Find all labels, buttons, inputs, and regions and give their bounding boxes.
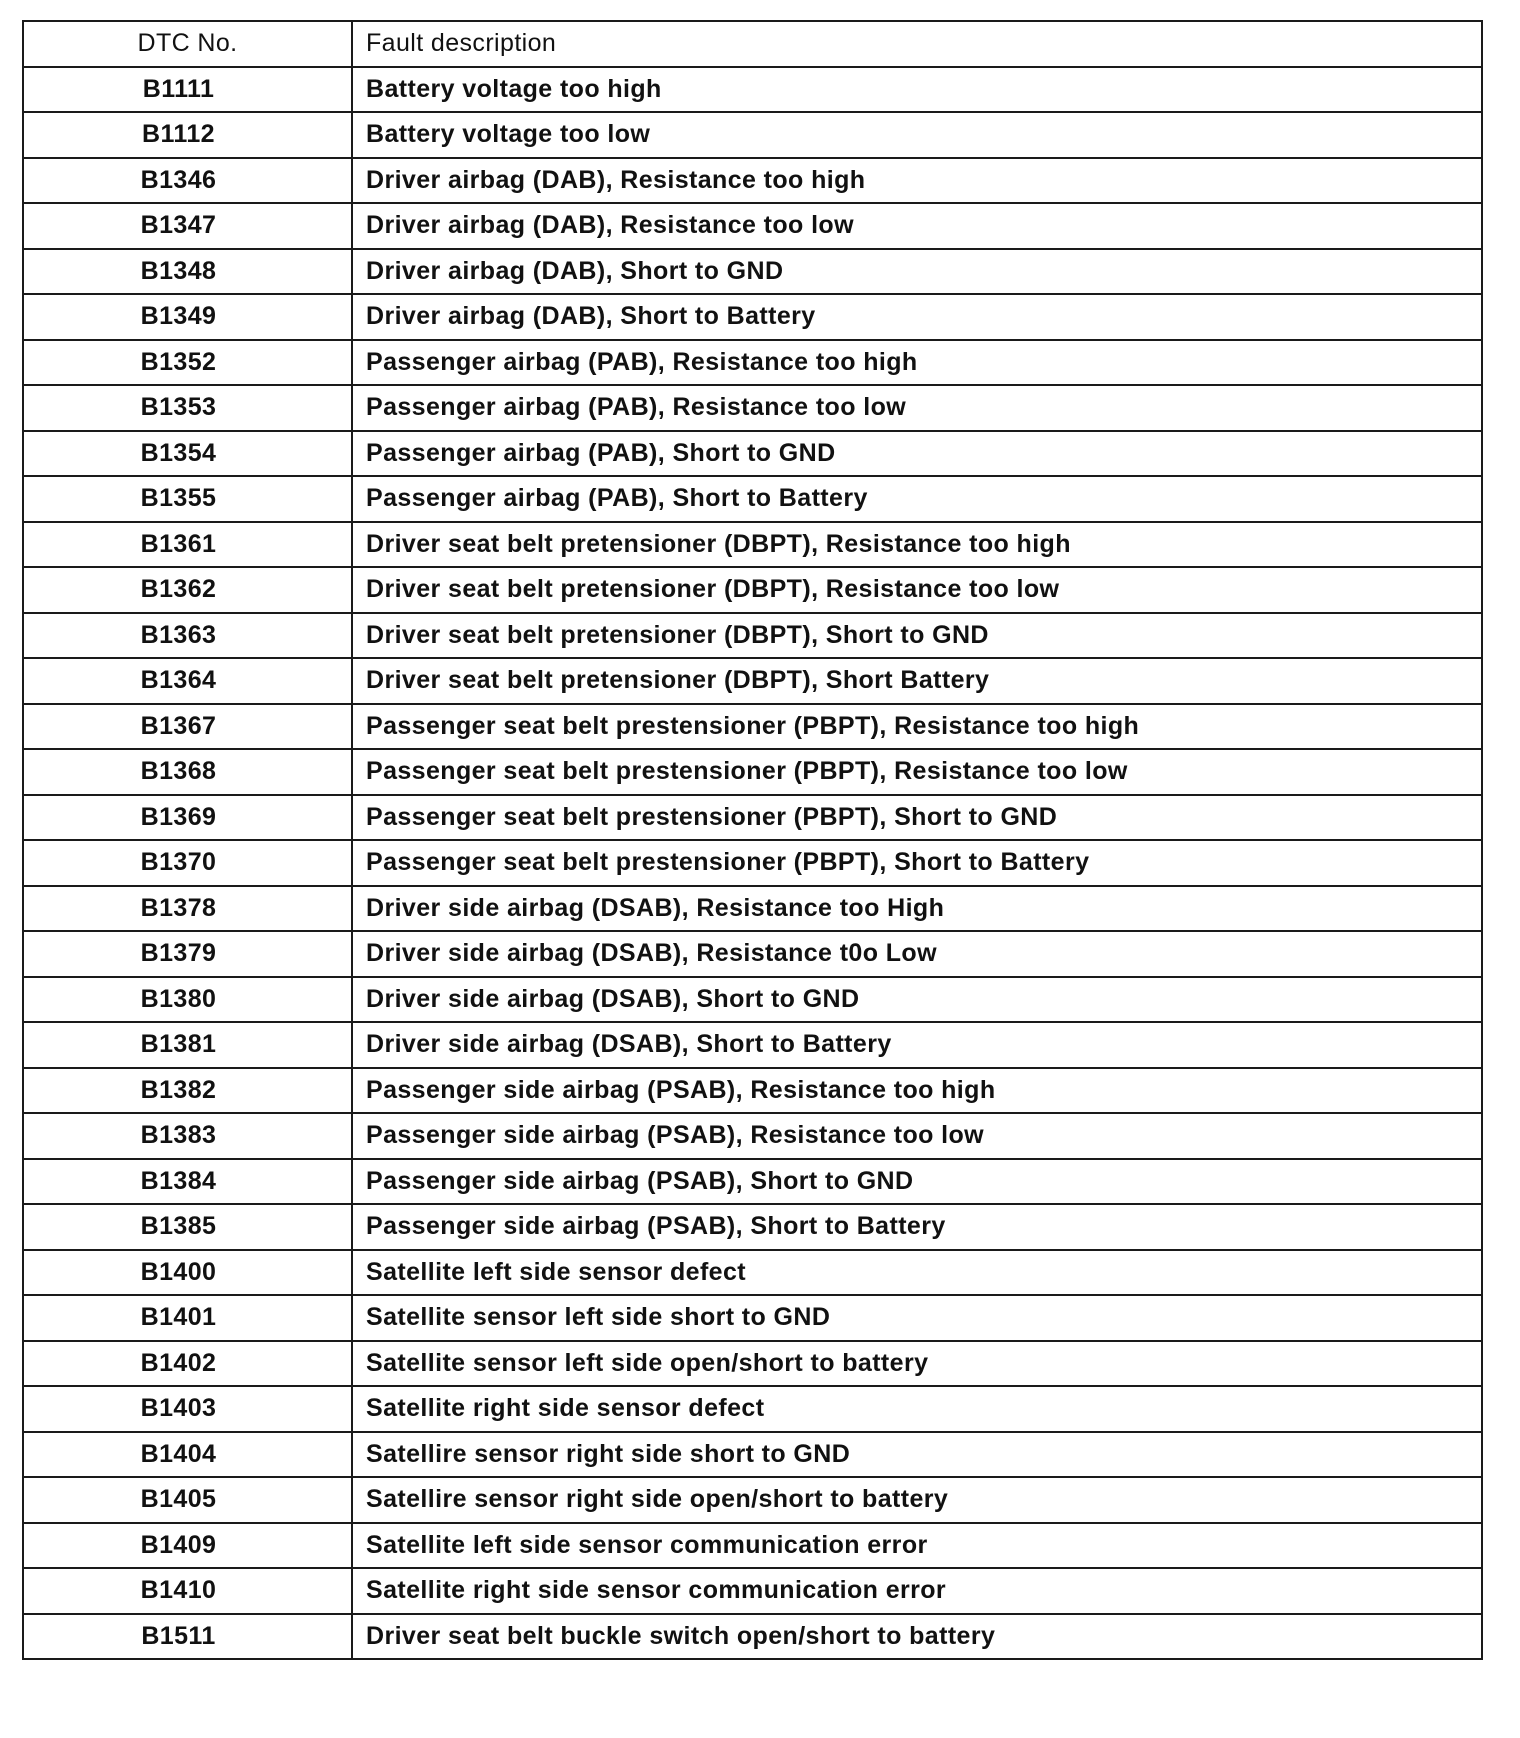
header-row (23, 21, 1482, 67)
fault-description-cell: Passenger airbag (PAB), Resistance too high (352, 340, 1482, 386)
dtc-code-cell: B1346 (23, 158, 352, 204)
fault-description-cell: Battery voltage too low (352, 112, 1482, 158)
fault-description-cell: Satellite right side sensor communication error (352, 1568, 1482, 1614)
table-row (23, 203, 1482, 249)
table-row (23, 522, 1482, 568)
table-row (23, 294, 1482, 340)
dtc-code-cell: B1400 (23, 1250, 352, 1296)
dtc-code-cell: B1367 (23, 704, 352, 750)
fault-description-cell: Passenger side airbag (PSAB), Resistance too high (352, 1068, 1482, 1114)
table-body (23, 67, 1482, 1660)
dtc-code-cell: B1379 (23, 931, 352, 977)
dtc-code-cell: B1409 (23, 1523, 352, 1569)
dtc-code-cell: B1402 (23, 1341, 352, 1387)
table-row (23, 1204, 1482, 1250)
dtc-code-cell: B1511 (23, 1614, 352, 1660)
dtc-code-cell: B1383 (23, 1113, 352, 1159)
fault-description-cell: Driver airbag (DAB), Short to Battery (352, 294, 1482, 340)
table-row (23, 1341, 1482, 1387)
table-row (23, 431, 1482, 477)
dtc-code-cell: B1349 (23, 294, 352, 340)
table-row (23, 1568, 1482, 1614)
fault-description-cell: Driver side airbag (DSAB), Short to GND (352, 977, 1482, 1023)
dtc-code-cell: B1370 (23, 840, 352, 886)
table-row (23, 840, 1482, 886)
fault-description-cell: Driver side airbag (DSAB), Resistance too High (352, 886, 1482, 932)
header-dtc-no: DTC No. (23, 21, 352, 67)
fault-description-cell: Passenger airbag (PAB), Short to Battery (352, 476, 1482, 522)
table-row (23, 795, 1482, 841)
fault-description-cell: Passenger airbag (PAB), Short to GND (352, 431, 1482, 477)
fault-description-cell: Driver seat belt pretensioner (DBPT), Resistance too low (352, 567, 1482, 613)
fault-description-cell: Passenger side airbag (PSAB), Resistance too low (352, 1113, 1482, 1159)
table-row (23, 1113, 1482, 1159)
table-row (23, 658, 1482, 704)
fault-description-cell: Driver seat belt pretensioner (DBPT), Short Battery (352, 658, 1482, 704)
table-row (23, 1614, 1482, 1660)
table-row (23, 931, 1482, 977)
dtc-code-cell: B1378 (23, 886, 352, 932)
fault-description-cell: Driver airbag (DAB), Short to GND (352, 249, 1482, 295)
fault-description-cell: Satellite left side sensor defect (352, 1250, 1482, 1296)
dtc-code-cell: B1403 (23, 1386, 352, 1432)
fault-description-cell: Battery voltage too high (352, 67, 1482, 113)
table-row (23, 1022, 1482, 1068)
fault-description-cell: Satellite left side sensor communication error (352, 1523, 1482, 1569)
table-row (23, 385, 1482, 431)
dtc-code-cell: B1353 (23, 385, 352, 431)
table-row (23, 567, 1482, 613)
fault-description-cell: Driver seat belt pretensioner (DBPT), Short to GND (352, 613, 1482, 659)
fault-description-cell: Passenger seat belt prestensioner (PBPT), Short to Battery (352, 840, 1482, 886)
table-row (23, 1250, 1482, 1296)
fault-description-cell: Driver seat belt buckle switch open/short to battery (352, 1614, 1482, 1660)
fault-description-cell: Satellite sensor left side open/short to battery (352, 1341, 1482, 1387)
dtc-code-cell: B1352 (23, 340, 352, 386)
dtc-code-cell: B1385 (23, 1204, 352, 1250)
dtc-code-cell: B1404 (23, 1432, 352, 1478)
dtc-code-cell: B1364 (23, 658, 352, 704)
table-row (23, 158, 1482, 204)
table-row (23, 1295, 1482, 1341)
fault-description-cell: Driver airbag (DAB), Resistance too high (352, 158, 1482, 204)
fault-description-cell: Satellire sensor right side short to GND (352, 1432, 1482, 1478)
dtc-code-cell: B1111 (23, 67, 352, 113)
table-row (23, 704, 1482, 750)
table-row (23, 1477, 1482, 1523)
header-fault-description: Fault description (352, 21, 1482, 67)
table-row (23, 977, 1482, 1023)
table-row (23, 476, 1482, 522)
fault-description-cell: Driver side airbag (DSAB), Short to Battery (352, 1022, 1482, 1068)
dtc-code-cell: B1380 (23, 977, 352, 1023)
dtc-code-cell: B1361 (23, 522, 352, 568)
dtc-code-cell: B1112 (23, 112, 352, 158)
fault-description-cell: Satellire sensor right side open/short to battery (352, 1477, 1482, 1523)
dtc-code-cell: B1362 (23, 567, 352, 613)
dtc-code-cell: B1382 (23, 1068, 352, 1114)
fault-description-cell: Satellite right side sensor defect (352, 1386, 1482, 1432)
fault-description-cell: Passenger airbag (PAB), Resistance too low (352, 385, 1482, 431)
fault-description-cell: Satellite sensor left side short to GND (352, 1295, 1482, 1341)
dtc-code-cell: B1354 (23, 431, 352, 477)
table-row (23, 1523, 1482, 1569)
dtc-code-cell: B1381 (23, 1022, 352, 1068)
dtc-code-cell: B1384 (23, 1159, 352, 1205)
dtc-code-cell: B1368 (23, 749, 352, 795)
table-row (23, 886, 1482, 932)
table-row (23, 1432, 1482, 1478)
table-row (23, 249, 1482, 295)
fault-description-cell: Passenger seat belt prestensioner (PBPT), Resistance too high (352, 704, 1482, 750)
table-row (23, 112, 1482, 158)
table-row (23, 749, 1482, 795)
table-row (23, 1386, 1482, 1432)
table-header (23, 21, 1482, 67)
dtc-code-cell: B1410 (23, 1568, 352, 1614)
table-row (23, 340, 1482, 386)
dtc-table (22, 20, 1483, 1660)
dtc-code-cell: B1363 (23, 613, 352, 659)
dtc-code-cell: B1347 (23, 203, 352, 249)
dtc-code-cell: B1355 (23, 476, 352, 522)
fault-description-cell: Passenger seat belt prestensioner (PBPT), Short to GND (352, 795, 1482, 841)
table-row (23, 1159, 1482, 1205)
table-row (23, 613, 1482, 659)
fault-description-cell: Driver side airbag (DSAB), Resistance t0o Low (352, 931, 1482, 977)
fault-description-cell: Driver airbag (DAB), Resistance too low (352, 203, 1482, 249)
table-row (23, 1068, 1482, 1114)
dtc-code-cell: B1369 (23, 795, 352, 841)
dtc-code-cell: B1405 (23, 1477, 352, 1523)
fault-description-cell: Driver seat belt pretensioner (DBPT), Resistance too high (352, 522, 1482, 568)
dtc-code-cell: B1348 (23, 249, 352, 295)
fault-description-cell: Passenger seat belt prestensioner (PBPT), Resistance too low (352, 749, 1482, 795)
fault-description-cell: Passenger side airbag (PSAB), Short to Battery (352, 1204, 1482, 1250)
table-row (23, 67, 1482, 113)
dtc-code-cell: B1401 (23, 1295, 352, 1341)
fault-description-cell: Passenger side airbag (PSAB), Short to GND (352, 1159, 1482, 1205)
